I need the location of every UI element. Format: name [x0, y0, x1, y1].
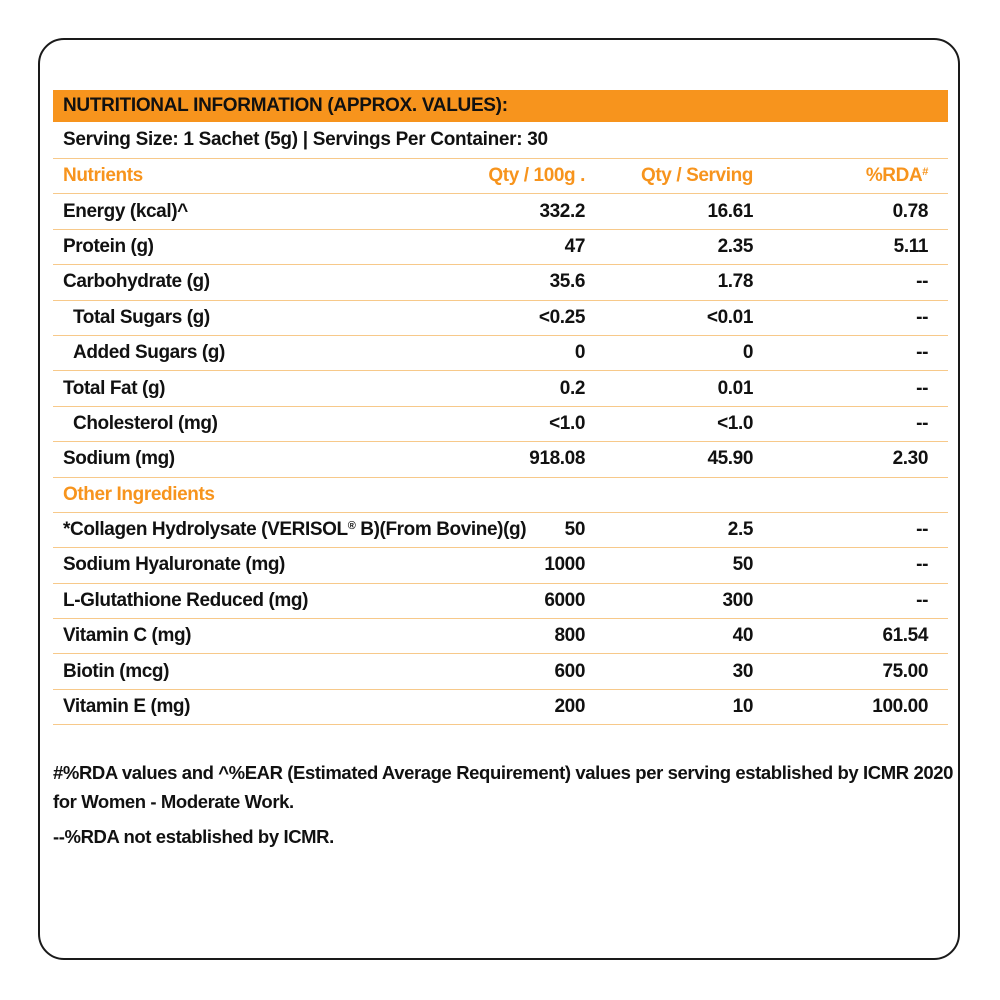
nutrient-name: Sodium (mg): [63, 448, 175, 470]
nutrient-name: Added Sugars (g): [73, 342, 225, 364]
qty-serving: 0.01: [717, 377, 753, 399]
table-row: [53, 230, 948, 265]
nutrient-name: Energy (kcal)^: [63, 200, 188, 222]
nutrient-name: Total Fat (g): [63, 377, 166, 399]
table-row: [53, 194, 948, 229]
table-row: [53, 265, 948, 300]
ingredient-name-part: *Collagen Hydrolysate (VERISOL: [63, 519, 348, 541]
header-rda-mark: #: [922, 166, 928, 179]
qty-100g: 0: [574, 342, 585, 364]
table-row: [53, 407, 948, 442]
ingredient-name: Vitamin C (mg): [63, 625, 192, 647]
rda-value: --: [916, 377, 928, 399]
table-row: [53, 548, 948, 583]
qty-serving: 30: [732, 660, 753, 682]
rda-value: --: [916, 589, 928, 611]
ingredient-name: Sodium Hyaluronate (mg): [63, 554, 285, 576]
qty-100g: 200: [554, 696, 585, 718]
header-qty-serving: Qty / Serving: [640, 165, 753, 187]
rda-value: --: [916, 554, 928, 576]
qty-serving: 45.90: [707, 448, 753, 470]
qty-serving: 40: [732, 625, 753, 647]
qty-100g: 47: [564, 235, 585, 257]
serving-info: Serving Size: 1 Sachet (5g) | Servings Per Container: 30: [53, 122, 948, 159]
nutrient-name: Protein (g): [63, 235, 154, 257]
ingredient-name: [53, 519, 527, 541]
panel-title: NUTRITIONAL INFORMATION (APPROX. VALUES):: [53, 90, 948, 122]
registered-mark: ®: [347, 520, 356, 533]
nutrient-name: Carbohydrate (g): [63, 271, 210, 293]
qty-serving: <1.0: [717, 412, 753, 434]
table-row: [53, 690, 948, 725]
nutrition-panel: [53, 90, 948, 725]
qty-100g: 332.2: [539, 200, 585, 222]
ingredient-name: Biotin (mcg): [63, 660, 170, 682]
rda-value: --: [916, 412, 928, 434]
qty-100g: 1000: [544, 554, 585, 576]
header-nutrients: Nutrients: [63, 165, 143, 187]
nutrient-name: Cholesterol (mg): [73, 412, 218, 434]
header-rda: [753, 165, 928, 187]
section-title: Other Ingredients: [63, 483, 215, 505]
qty-100g: 800: [554, 625, 585, 647]
ingredient-name: Vitamin E (mg): [63, 696, 191, 718]
rda-value: 75.00: [882, 660, 928, 682]
qty-serving: 10: [732, 696, 753, 718]
header-qty-100g: Qty / 100g .: [488, 165, 585, 187]
rda-value: 61.54: [882, 625, 928, 647]
qty-serving: 50: [732, 554, 753, 576]
footnote-rda-ear: #%RDA values and ^%EAR (Estimated Average Requirement) values per serving established by ICMR 2020 for Women - Moderate Work.: [53, 762, 954, 812]
rda-value: --: [916, 271, 928, 293]
footnote-not-established: --%RDA not established by ICMR.: [53, 826, 334, 847]
qty-serving: 16.61: [707, 200, 753, 222]
other-ingredients-heading: [53, 478, 948, 513]
rda-value: 5.11: [893, 235, 928, 257]
table-row: [53, 654, 948, 689]
ingredient-name: L-Glutathione Reduced (mg): [63, 589, 309, 611]
qty-serving: 2.5: [727, 519, 753, 541]
qty-serving: 300: [722, 589, 753, 611]
qty-100g: 35.6: [549, 271, 585, 293]
qty-100g: <0.25: [538, 306, 585, 328]
table-row: [53, 619, 948, 654]
table-row: [53, 301, 948, 336]
ingredient-name-part: B)(From Bovine)(g): [355, 519, 527, 541]
table-header: [53, 159, 948, 194]
rda-value: 0.78: [892, 200, 928, 222]
rda-value: 2.30: [892, 448, 928, 470]
qty-100g: 0.2: [559, 377, 585, 399]
qty-100g: 50: [564, 519, 585, 541]
rda-value: --: [916, 519, 928, 541]
qty-serving: 1.78: [717, 271, 753, 293]
qty-100g: 6000: [544, 589, 585, 611]
table-row: [53, 513, 948, 548]
qty-100g: 918.08: [529, 448, 585, 470]
header-rda-label: %RDA: [865, 165, 923, 187]
qty-serving: 0: [742, 342, 753, 364]
rda-value: --: [916, 306, 928, 328]
rda-value: 100.00: [872, 696, 928, 718]
qty-100g: <1.0: [549, 412, 585, 434]
qty-serving: 2.35: [717, 235, 753, 257]
table-row: [53, 336, 948, 371]
qty-100g: 600: [554, 660, 585, 682]
qty-serving: <0.01: [706, 306, 753, 328]
table-row: [53, 371, 948, 406]
table-row: [53, 442, 948, 477]
footnotes: [53, 758, 958, 851]
nutrient-name: Total Sugars (g): [73, 306, 210, 328]
rda-value: --: [916, 342, 928, 364]
table-row: [53, 584, 948, 619]
